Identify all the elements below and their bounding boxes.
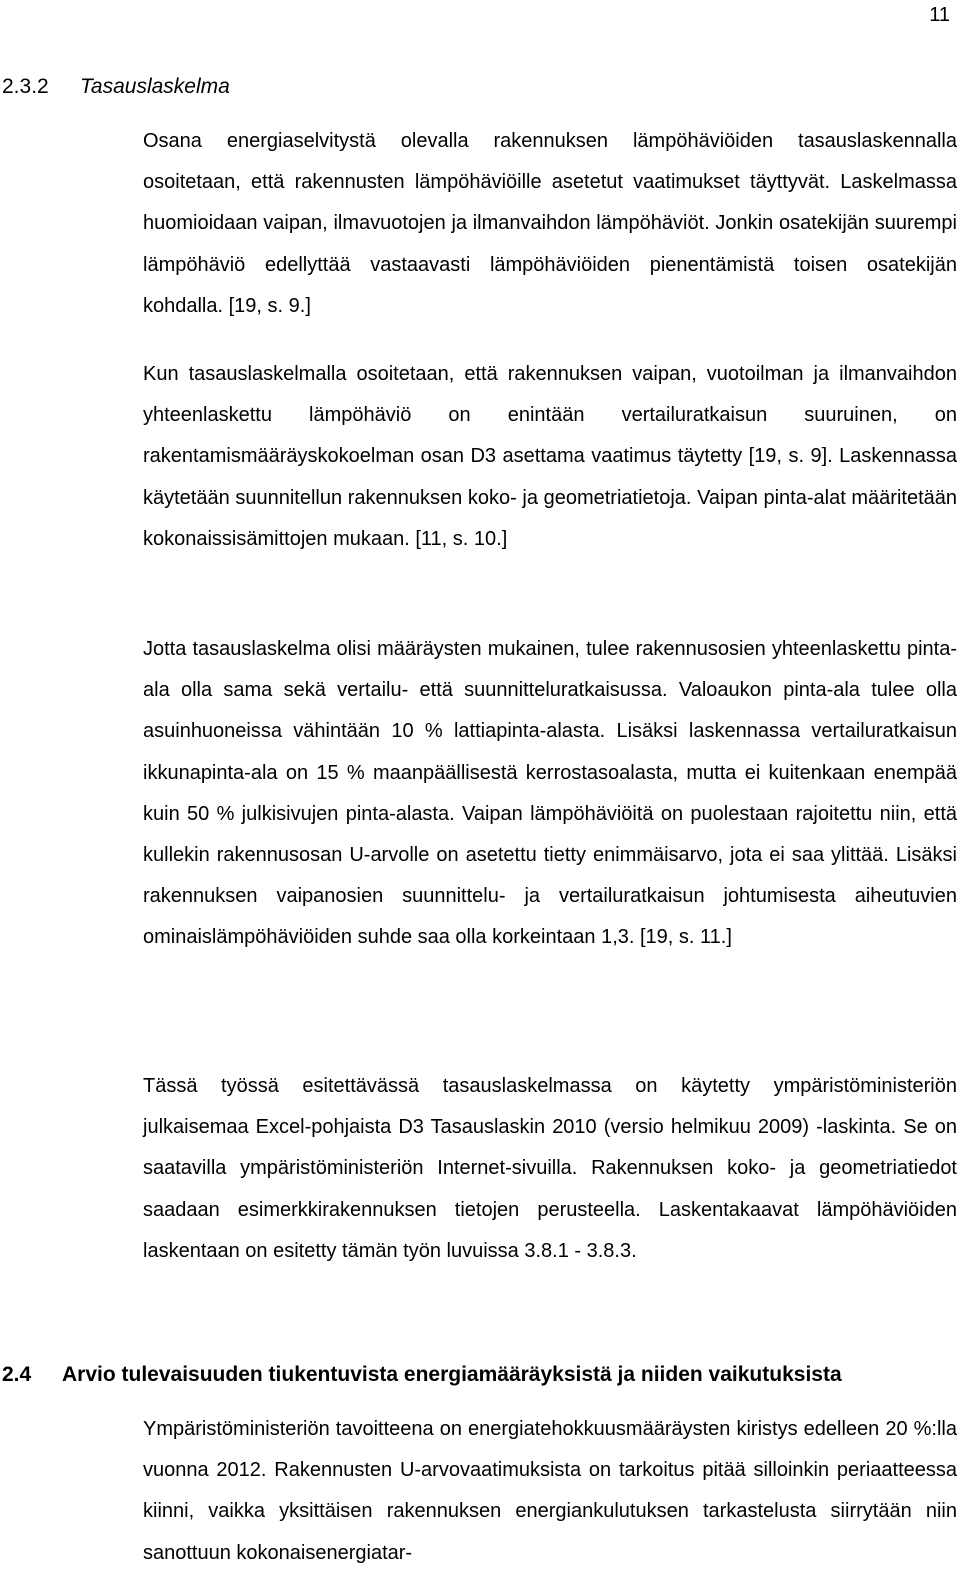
section-number: 2.4	[2, 1363, 32, 1386]
paragraph-future-regulations: Ympäristöministeriön tavoitteena on energiatehokkuusmääräysten kiristys edelleen 20 %:lla vuonna 2012. Rakennusten U-arvovaatimuksista on tarkoitus pitää silloinkin periaatteessa kiinni, vaikka yksittäisen rakennuksen energiankulutuksen tarkastelusta siirrytään niin sanottuun kokonaisenergiatar-	[143, 1418, 957, 1564]
paragraph-calculator-tool: Tässä työssä esitettävässä tasauslaskelmassa on käytetty ympäristöministeriön julkaisemaa Excel-pohjaista D3 Tasauslaskin 2010 (versio helmikuu 2009) -laskinta. Se on saatavilla ympäristöministeriön Internet-sivuilla. Rakennuksen koko- ja geometriatiedot saadaan esimerkkirakennuksen tietojen perusteella. Laskentakaavat lämpöhäviöiden laskentaan on esitetty tämän työn luvuissa 3.8.1 - 3.8.3.	[143, 1075, 957, 1262]
section-number: 2.3.2	[2, 75, 49, 98]
paragraph-tasauslaskenta-intro: Osana energiaselvitystä olevalla rakennuksen lämpöhäviöiden tasauslaskennalla osoitetaan, että rakennusten lämpöhäviöille asetetut vaatimukset täyttyvät. Laskelmassa huomioidaan vaipan, ilmavuotojen ja ilmanvaihdon lämpöhäviöt. Jonkin osatekijän suurempi lämpöhäviö edellyttää vastaavasti lämpöhäviöiden pienentämistä toisen osatekijän kohdalla. [19, s. 9.]	[143, 130, 957, 317]
paragraph-tasauslaskelma-requirement: Kun tasauslaskelmalla osoitetaan, että rakennuksen vaipan, vuotoilman ja ilmanvaihdon yhteenlaskettu lämpöhäviö on enintään vertailuratkaisun suuruinen, on rakentamismääräyskokoelman osan D3 asettama vaatimus täytetty [19, s. 9]. Laskennassa käytetään suunnitellun rakennuksen koko- ja geometriatietoja. Vaipan pinta-alat määritetään kokonaissisämittojen mukaan. [11, s. 10.]	[143, 363, 957, 550]
section-title: Tasauslaskelma	[80, 75, 230, 98]
page-number: 11	[929, 4, 950, 26]
paragraph-area-and-u-value-rules: Jotta tasauslaskelma olisi määräysten mukainen, tulee rakennusosien yhteenlaskettu pinta-ala olla sama sekä vertailu- että suunnitteluratkaisussa. Valoaukon pinta-ala tulee olla asuinhuoneissa vähintään 10 % lattiapinta-alasta. Lisäksi laskennassa vertailuratkaisun ikkunapinta-ala on 15 % maanpäällisestä kerrostasoalasta, mutta ei kuitenkaan enempää kuin 50 % julkisivujen pinta-alasta. Vaipan lämpöhäviöitä on puolestaan rajoitettu niin, että kullekin rakennusosan U-arvolle on asetettu tietty enimmäisarvo, jota ei saa ylittää. Lisäksi rakennuksen vaipanosien suunnittelu- ja vertailuratkaisun johtumisesta aiheutuvien ominaislämpöhäviöiden suhde saa olla korkeintaan 1,3. [19, s. 11.]	[143, 638, 957, 949]
section-title: Arvio tulevaisuuden tiukentuvista energiamääräyksistä ja niiden vaikutuksista	[62, 1363, 842, 1386]
